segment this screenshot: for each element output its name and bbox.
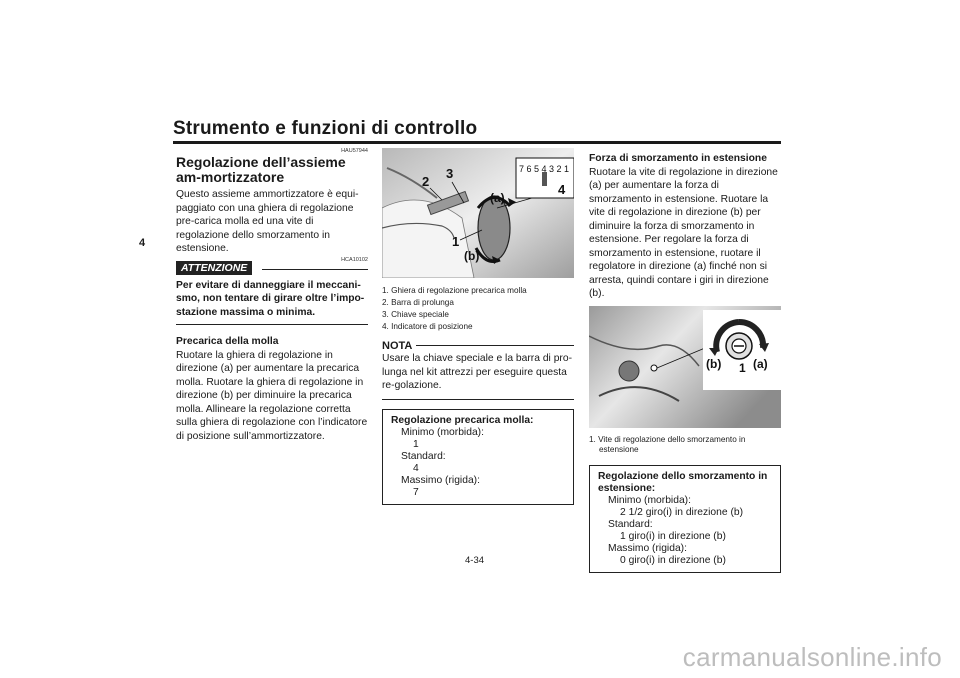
warning-end-rule [176,324,368,325]
spec-title: Regolazione precarica molla: [391,414,534,426]
fig-label-1: 1 [739,360,746,375]
spec-min-label: Minimo (morbida): [608,494,691,506]
section-title: Regolazione dell’assieme am-mortizzatore [176,154,346,185]
fig-label-2: 2 [422,174,430,189]
column-middle [382,148,574,505]
damping-text: Ruotare la vite di regolazione in direzione (a) per aumentare la forza di smorzamento in estensione. Ruotare la vite di regolazione in direzione (b) per diminuire la forza di smorzamento in estensione. Per regolare la forza di smorzamento in estensione, ruotare il regolatore in direzione (a) finché non si arresta, quindi contare i giri in direzione (b). [589,166,778,299]
preload-captions [382,285,574,333]
warning-header [176,258,368,276]
caption-item: 2. Barra di prolunga [382,298,454,307]
fig-label-3: 3 [446,166,454,181]
damping-caption: 1. Vite di regolazione dello smorzamento in estensione [589,434,746,454]
note-label: NOTA [382,340,413,352]
subsection-text: Ruotare la ghiera di regolazione in direzione (a) per aumentare la precarica molla. Ruotare la ghiera di regolazione in direzione (b) per diminuire la precarica molla. Allineare la regolazione corretta sulla ghiera di regolazione con l’indicatore di posizione sull’ammortizzatore. [176,349,368,442]
note-text: Usare la chiave speciale e la barra di pro-lunga nel kit attrezzi per eseguire questa re-golazione. [382,353,573,391]
spec-std-value: 1 giro(i) in direzione (b) [620,530,726,542]
warning-label: ATTENZIONE [176,261,252,275]
chapter-number: 4 [139,237,146,249]
caption-item: 3. Chiave speciale [382,310,449,319]
fig-label-4: 4 [558,182,566,197]
fig-label-b: (b) [706,356,722,371]
spec-title: Regolazione dello smorzamento in estensione: [598,470,768,494]
spec-min-value: 2 1/2 giro(i) in direzione (b) [620,506,744,518]
spec-max-label: Massimo (rigida): [608,542,687,554]
note-end-rule [382,399,574,400]
fig-label-b: (b) [464,249,480,263]
note-header [382,336,574,352]
preload-spec-box [382,409,574,505]
spec-max-label: Massimo (rigida): [401,474,480,486]
damping-illustration [589,306,781,428]
caption-item: 4. Indicatore di posizione [382,322,473,331]
fig-label-a: (a) [490,191,505,205]
watermark: carmanualsonline.info [682,642,942,672]
warning-text: Per evitare di danneggiare il meccani-smo, non tentare di girare oltre l’impo-stazione massima o minima. [176,279,365,318]
spec-min-label: Minimo (morbida): [401,426,484,438]
intro-text: Questo assieme ammortizzatore è equi-paggiato con una ghiera di regolazione pre-carica molla ed una vite di regolazione dello smorzamento in estensione. [176,189,359,254]
column-left [176,148,368,443]
caption-item: 1. Ghiera di regolazione precarica molla [382,286,527,295]
spec-std-label: Standard: [608,518,653,530]
preload-figure [382,148,574,283]
spec-std-label: Standard: [401,450,446,462]
page-header-title: Strumento e funzioni di controllo [173,118,478,139]
damping-title: Forza di smorzamento in estensione [589,153,767,164]
subsection-title: Precarica della molla [176,336,279,347]
spec-std-value: 4 [413,462,419,474]
note-rule [416,345,574,346]
warning-code: HCA10102 [341,256,368,263]
spec-max-value: 0 giro(i) in direzione (b) [620,554,726,566]
damping-figure [589,306,781,433]
position-scale: 7 6 5 4 3 2 1 [519,164,570,174]
spec-max-value: 7 [413,486,419,498]
section-code: HAU57944 [341,148,368,154]
column-right [589,152,781,573]
warning-rule [262,269,368,270]
fig-label-1: 1 [452,234,460,249]
spec-min-value: 1 [413,438,419,450]
header-rule [173,141,781,144]
damping-spec-box [589,465,781,573]
preload-illustration [382,148,574,278]
fig-label-a: (a) [753,356,768,371]
page-number: 4-34 [465,555,485,566]
